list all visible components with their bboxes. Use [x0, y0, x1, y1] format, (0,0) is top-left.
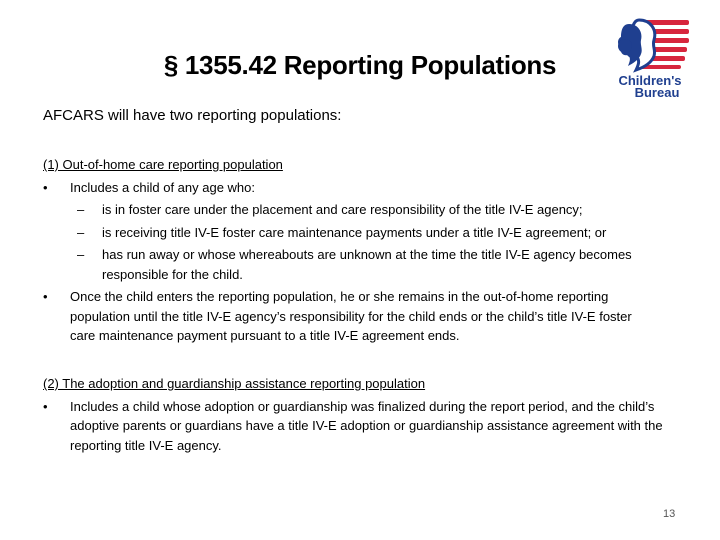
section-adoption-guardianship [43, 374, 683, 455]
dash-icon: – [77, 224, 85, 240]
bullet-icon: • [43, 289, 48, 304]
dash-icon: – [77, 247, 85, 262]
slide-title: § 1355.42 Reporting Populations [163, 50, 557, 80]
sub-item-text: is receiving title IV-E foster care maintenance payments under a title IV-E agreement; or [102, 224, 607, 240]
bullet-item [43, 287, 660, 346]
section-heading: (1) Out-of-home care reporting population [43, 157, 283, 172]
bullet-icon: • [43, 398, 48, 414]
sub-item [43, 200, 702, 220]
bullet-item [43, 397, 670, 456]
bullet-icon: • [43, 179, 48, 195]
intro-text: AFCARS will have two reporting populations: [43, 107, 342, 124]
bullet-item [43, 178, 683, 198]
bullet-text: Once the child enters the reporting population, he or she remains in the out-of-home reporting population until the title IV-E agency’s responsibility for the child ends or the child’s title IV-E foster care maintenance payment pursuant to a title IV-E agreement ends. [70, 289, 632, 343]
section-out-of-home [43, 155, 683, 346]
bullet-text: Includes a child of any age who: [70, 179, 256, 195]
sub-item-text: has run away or whose whereabouts are unknown at the time the title IV-E agency becomes responsible for the child. [102, 247, 632, 282]
logo-text-line2: Bureau [634, 85, 680, 100]
logo-text-line1: Children's [618, 73, 682, 88]
section-heading: (2) The adoption and guardianship assistance reporting population [43, 376, 426, 391]
bullet-text: Includes a child whose adoption or guardianship was finalized during the report period, and the child’s adoptive parents or guardians have a title IV-E adoption or guardianship assistance agreement with the reporting title IV-E agency. [70, 398, 663, 453]
dash-icon: – [77, 202, 85, 217]
sub-item [43, 223, 720, 243]
page-number: 13 [663, 508, 676, 520]
childrens-bureau-logo [605, 14, 695, 100]
sub-item [43, 245, 642, 284]
sub-item-text: is in foster care under the placement and care responsibility of the title IV-E agency; [102, 202, 583, 217]
